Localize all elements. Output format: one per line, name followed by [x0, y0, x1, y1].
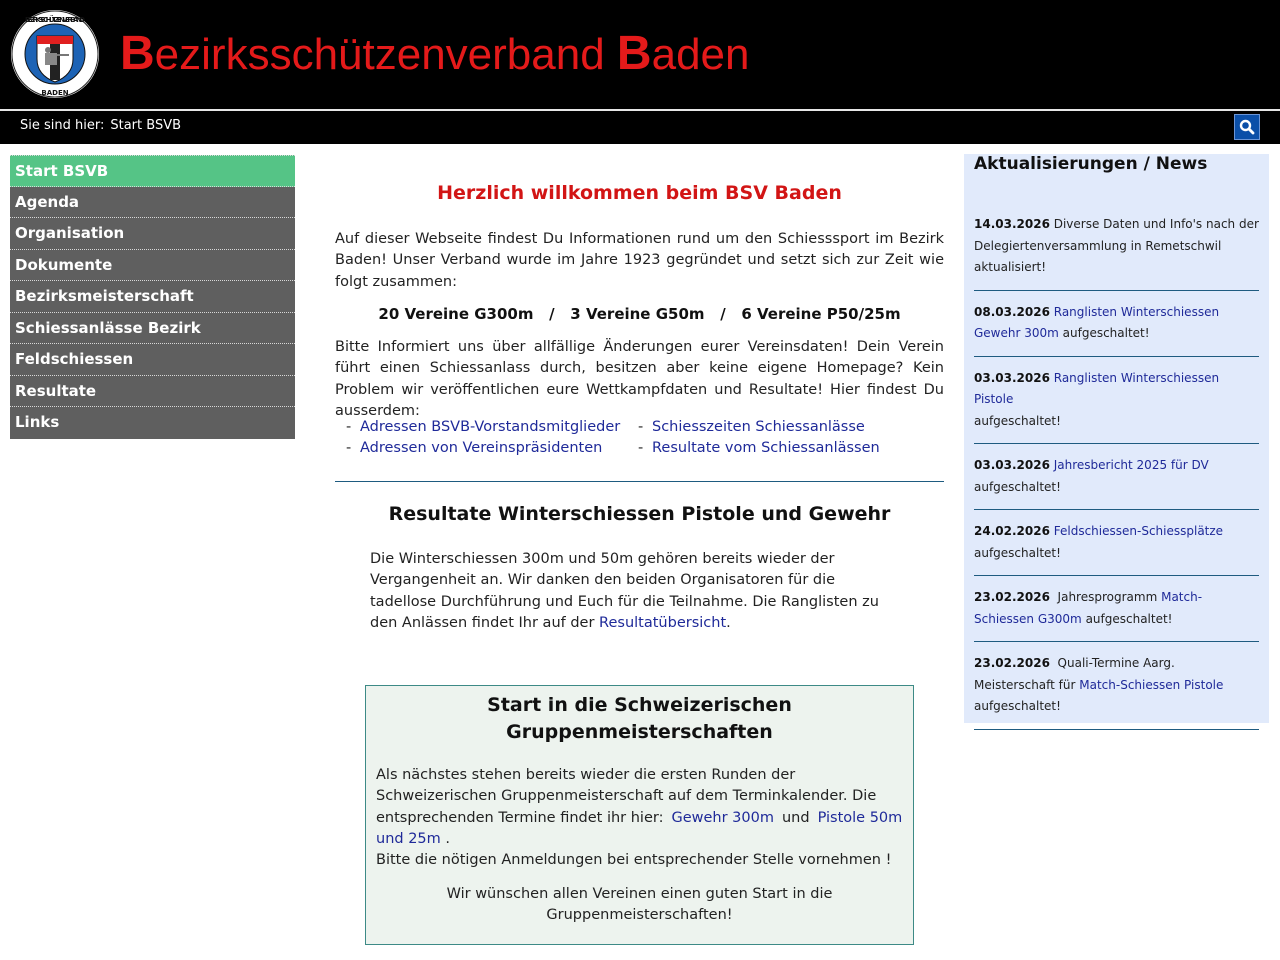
winter-section-title: Resultate Winterschiessen Pistole und Gewehr	[388, 503, 891, 525]
link-vereinspraesidenten[interactable]: Adressen von Vereinspräsidenten	[360, 440, 603, 457]
title-text: ezirksschützenverband	[154, 30, 617, 79]
breadcrumb	[20, 118, 181, 133]
punctuation: .	[445, 830, 450, 847]
search-icon	[1239, 119, 1255, 135]
dash: -	[346, 440, 352, 457]
group-championship-text	[376, 765, 906, 871]
title-initial: B	[616, 27, 652, 80]
group-championship-title	[366, 692, 913, 746]
news-text: aufgeschaltet!	[974, 479, 1061, 494]
punctuation: .	[726, 614, 731, 631]
news-text: aufgeschaltet!	[1081, 611, 1173, 626]
title-line: Gruppenmeisterschaften	[506, 721, 773, 743]
news-text: aufgeschaltet!	[974, 699, 1061, 713]
logo-bottom-text: BADEN	[41, 89, 69, 97]
nav-item-feldschiessen[interactable]: Feldschiessen	[10, 344, 295, 376]
dash: -	[638, 419, 644, 435]
gm-text: Als nächstes stehen bereits wieder die ersten Runden der Schweizerischen Gruppenmeisterschaft auf dem Terminkalender. Die entsprechenden Termine findet ihr hier:	[376, 767, 877, 826]
main-navigation	[10, 155, 295, 439]
news-date: 23.02.2026	[974, 590, 1050, 604]
dash: -	[638, 440, 644, 457]
welcome-title: Herzlich willkommen beim BSV Baden	[437, 182, 842, 204]
link-schiesszeiten[interactable]: Schiesszeiten Schiessanlässe	[652, 419, 865, 435]
title-line: Start in die Schweizerischen	[487, 694, 792, 716]
news-panel	[964, 154, 1269, 723]
link-vorstandsmitglieder[interactable]: Adressen BSVB-Vorstandsmitglieder	[360, 419, 621, 435]
news-date: 24.02.2026	[974, 524, 1050, 538]
breadcrumb-current[interactable]: Start BSVB	[110, 118, 182, 133]
news-title: Aktualisierungen / News	[974, 154, 1208, 174]
breadcrumb-label: Sie sind hier:	[20, 118, 105, 133]
quick-link-item	[346, 438, 602, 459]
quick-links	[346, 417, 906, 460]
news-item	[974, 521, 1259, 576]
nav-item-agenda[interactable]: Agenda	[10, 187, 295, 219]
nav-item-bezirksmeisterschaft[interactable]: Bezirksmeisterschaft	[10, 281, 295, 313]
winter-paragraph	[370, 549, 900, 634]
nav-item-links[interactable]: Links	[10, 407, 295, 439]
section-divider	[335, 481, 944, 482]
news-item	[974, 653, 1259, 730]
news-text: aufgeschaltet!	[1058, 326, 1150, 340]
nav-item-dokumente[interactable]: Dokumente	[10, 250, 295, 282]
club-counts: 20 Vereine G300m / 3 Vereine G50m / 6 Vereine P50/25m	[378, 305, 901, 323]
quick-link-item	[346, 417, 620, 438]
info-paragraph: Bitte Informiert uns über allfällige Änderungen eurer Vereinsdaten! Dein Verein führt einen Schiessanlass durch, besitzen aber keine eigene Homepage? Kein Problem wir veröffentlichen eure Wettkampfdaten und Resultate! Hier findest Du ausserdem:	[335, 339, 944, 419]
news-text: aufgeschaltet!	[974, 413, 1061, 428]
group-championship-closing: Wir wünschen allen Vereinen einen guten Start in die Gruppenmeisterschaften!	[446, 886, 833, 924]
breadcrumb-bar	[0, 111, 1280, 144]
group-championship-box	[365, 685, 914, 945]
news-date: 23.02.2026	[974, 656, 1050, 670]
nav-item-start-bsvb[interactable]: Start BSVB	[10, 155, 295, 187]
club-emblem-icon[interactable]	[10, 9, 100, 99]
news-link[interactable]: Ranglisten Winterschiessen Pistole	[974, 370, 1220, 406]
gm-text: und	[781, 809, 810, 826]
nav-item-schiessanlaesse-bezirk[interactable]: Schiessanlässe Bezirk	[10, 313, 295, 345]
logo-top-text: BEZIRKSSCHÜTZENVERBAND	[25, 16, 85, 24]
news-item	[974, 302, 1259, 357]
quick-links-row	[346, 417, 906, 438]
news-date: 03.03.2026	[974, 370, 1050, 385]
site-header	[0, 0, 1280, 109]
link-gewehr-300m[interactable]: Gewehr 300m	[671, 809, 774, 826]
search-button[interactable]	[1234, 114, 1260, 140]
news-item	[974, 368, 1259, 445]
title-initial: B	[120, 27, 155, 80]
news-date: 03.03.2026	[974, 458, 1050, 472]
quick-link-item	[638, 438, 880, 459]
link-resultate-schiessanlaesse[interactable]: Resultate vom Schiessanlässen	[652, 440, 880, 457]
news-text: aufgeschaltet!	[974, 545, 1061, 560]
news-item	[974, 214, 1259, 291]
news-text: Quali-Termine Aarg. Meisterschaft für	[974, 656, 1179, 692]
title-text: aden	[651, 30, 750, 79]
news-link[interactable]: Jahresbericht 2025 für DV	[1053, 458, 1209, 472]
news-link[interactable]: Match-Schiessen G300m	[974, 590, 1203, 626]
link-pistole-50m-25m[interactable]: Pistole 50m und 25m	[376, 809, 903, 847]
news-link[interactable]: Ranglisten Winterschiessen Gewehr 300m	[974, 304, 1220, 340]
winter-text: Die Winterschiessen 300m und 50m gehören bereits wieder der Vergangenheit an. Wir danken den beiden Organisatoren für die tadellose Durchführung und Euch für die Teilnahme. Die Ranglisten zu den Anlässen findet Ihr auf der	[370, 551, 879, 631]
quick-links-row	[346, 438, 906, 459]
news-text: Diverse Daten und Info's nach der Delegiertenversammlung in Remetschwil aktualisiert!	[974, 217, 1259, 274]
quick-link-item	[638, 417, 865, 438]
link-resultatuebersicht[interactable]: Resultatübersicht	[599, 614, 727, 631]
news-link[interactable]: Match-Schiessen Pistole	[1079, 677, 1224, 692]
news-list	[974, 214, 1259, 741]
intro-paragraph: Auf dieser Webseite findest Du Informationen rund um den Schiesssport im Bezirk Baden! Unser Verband wurde im Jahre 1923 gegründet und setzt sich zur Zeit wie folgt zusammen:	[335, 231, 944, 290]
nav-item-resultate[interactable]: Resultate	[10, 376, 295, 408]
gm-text: Bitte die nötigen Anmeldungen bei entsprechender Stelle vornehmen !	[376, 852, 892, 869]
news-link[interactable]: Feldschiessen-Schiessplätze	[1053, 524, 1224, 538]
news-item	[974, 587, 1259, 642]
nav-item-organisation[interactable]: Organisation	[10, 218, 295, 250]
news-text: Jahresprogramm	[1049, 590, 1162, 604]
dash: -	[346, 419, 352, 435]
site-title[interactable]	[120, 26, 749, 81]
news-item	[974, 455, 1259, 510]
news-date: 14.03.2026	[974, 217, 1050, 231]
news-date: 08.03.2026	[974, 304, 1050, 319]
